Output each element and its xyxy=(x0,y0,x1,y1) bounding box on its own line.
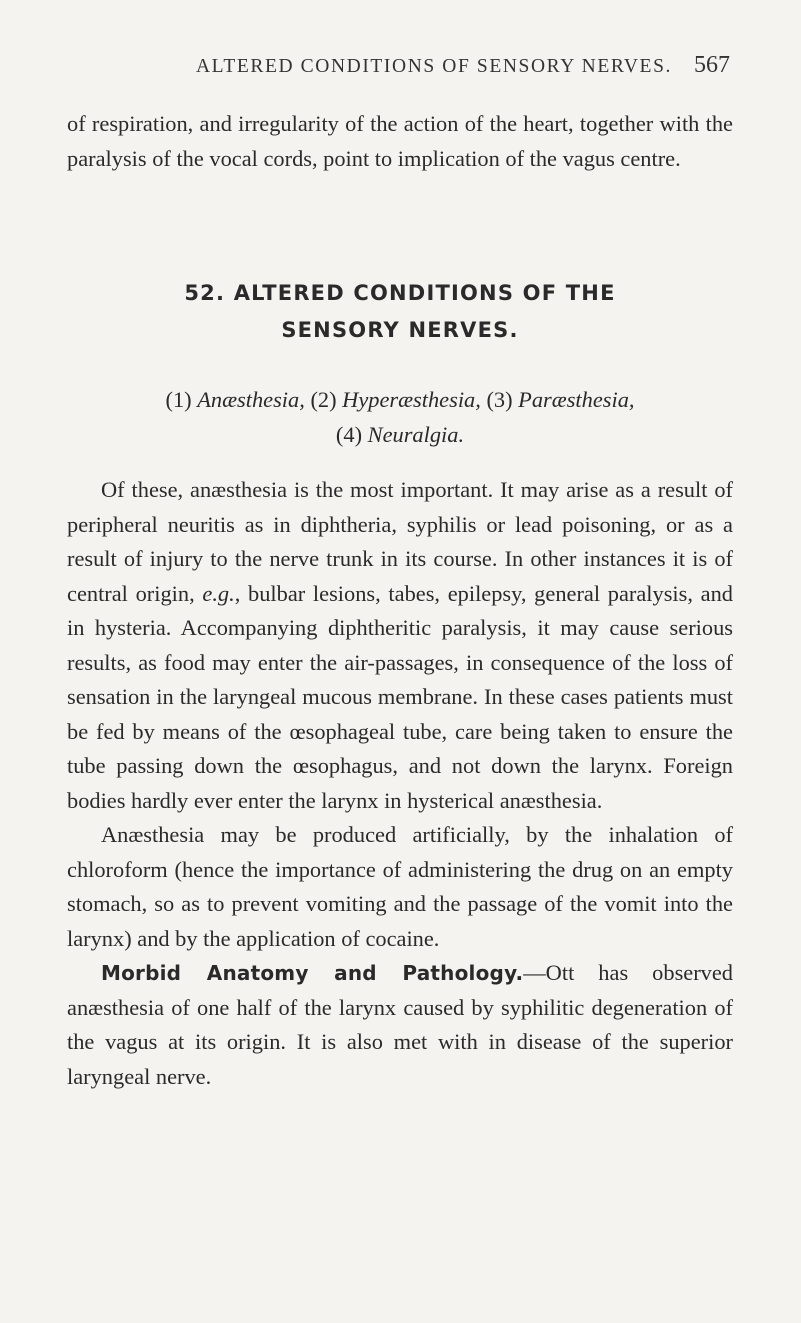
section-title-line2: SENSORY NERVES. xyxy=(281,318,519,342)
paragraph-morbid-anatomy xyxy=(67,956,733,1094)
paragraph-text: Of these, anæsthesia is the most important. It may arise as a result of peripheral neuritis as in diphtheria, syphilis or lead poisoning, or as a result of injury to the nerve trunk in its course. In other instances it is of central origin, xyxy=(67,477,733,606)
paragraph-artificial-anaesthesia: Anæsthesia may be produced artificially, by the inhalation of chloroform (hence the importance of administering the drug on an empty stomach, so as to prevent vomiting and the passage of the vomit into the larynx) and by the application of cocaine. xyxy=(67,822,733,951)
morbid-anatomy-heading: Morbid Anatomy and Pathology. xyxy=(101,961,524,985)
term-paraesthesia: Paræsthesia, xyxy=(518,387,635,412)
term-hyperaesthesia: Hyperæsthesia, xyxy=(342,387,481,412)
term-anaesthesia: Anæsthesia, xyxy=(197,387,305,412)
running-title: ALTERED CONDITIONS OF SENSORY NERVES. xyxy=(195,56,672,77)
section-number: 52. xyxy=(184,281,226,305)
paragraph-text: , bulbar lesions, tabes, epilepsy, general paralysis, and in hysteria. Accompanying diphtheritic paralysis, it may cause serious results, as food may enter the air-passages, in consequence of the loss of sensation in the laryngeal mucous membrane. In these cases patients must be fed by means of the œsophageal tube, care being taken to ensure the tube passing down the œsophagus, and not down the larynx. Foreign bodies hardly ever enter the larynx in hysterical anæsthesia. xyxy=(67,580,733,813)
term-number: (1) xyxy=(165,387,192,412)
intro-paragraph: of respiration, and irregularity of the action of the heart, together with the paralysis of the vocal cords, point to implication of the vagus centre. xyxy=(67,111,733,171)
term-number: (3) xyxy=(486,387,513,412)
main-text xyxy=(67,473,733,1094)
section-heading-line1 xyxy=(67,275,733,312)
terms-list xyxy=(67,383,733,452)
page-number: 567 xyxy=(694,52,730,78)
term-number: (4) xyxy=(335,421,363,447)
terms-line1 xyxy=(67,383,733,418)
eg-abbreviation: e.g. xyxy=(202,580,235,606)
paragraph-anaesthesia-causes xyxy=(67,473,733,818)
paragraph-text: —Ott has observed anæsthesia of one half of the larynx caused by syphilitic degeneration of the vagus at its origin. It is also met with in disease of the superior laryngeal nerve. xyxy=(67,960,734,1089)
term-neuralgia: Neuralgia. xyxy=(367,421,465,447)
running-header xyxy=(0,52,730,79)
terms-line2 xyxy=(67,418,733,453)
section-title-line1: ALTERED CONDITIONS OF THE xyxy=(233,281,616,305)
term-number: (2) xyxy=(310,387,337,412)
intro-block xyxy=(67,107,733,176)
section-heading xyxy=(67,275,733,349)
